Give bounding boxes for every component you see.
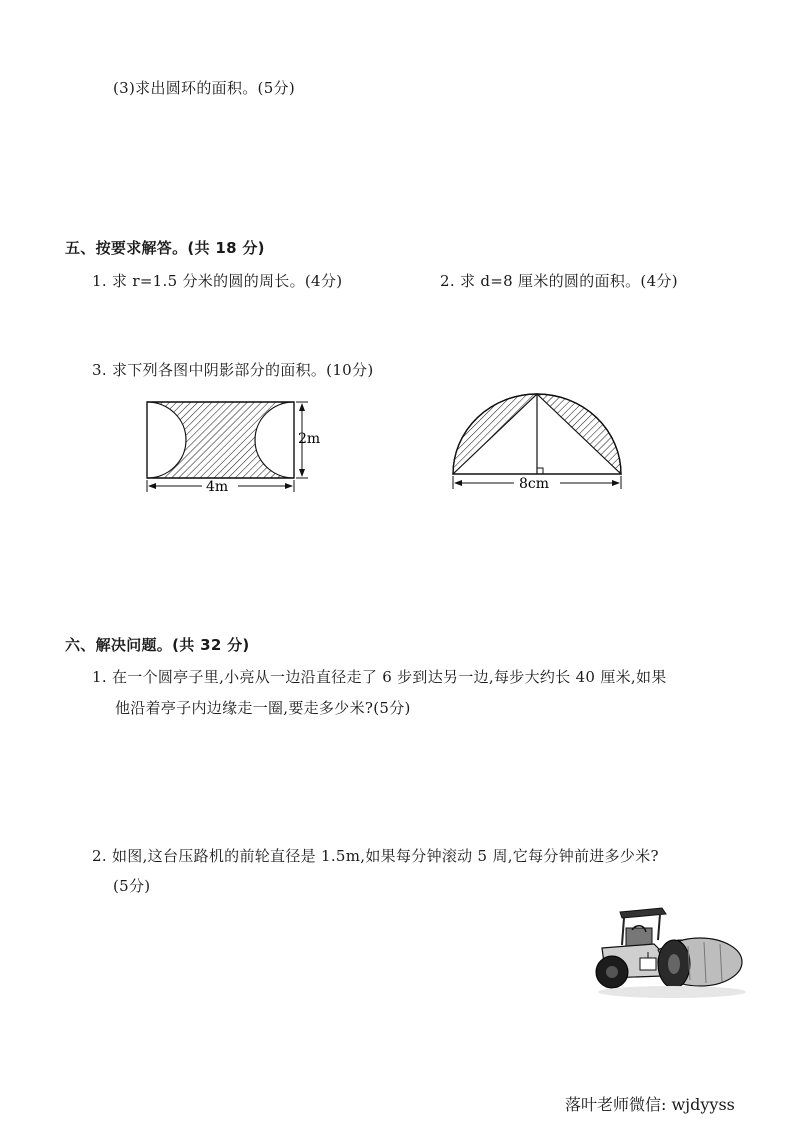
width-label: 4m <box>206 479 229 495</box>
height-label: 2m <box>298 431 321 447</box>
footer-watermark: 落叶老师微信: wjdyyss <box>565 1095 735 1114</box>
section-6-title: 六、解决问题。(共 32 分) <box>65 636 250 654</box>
section-5-question-2: 2. 求 d=8 厘米的圆的面积。(4分) <box>440 272 678 290</box>
section-6-question-1-line-2: 他沿着亭子内边缘走一圈,要走多少米?(5分) <box>115 699 411 717</box>
shaded-segment-left <box>453 394 537 474</box>
figure-semicircle-triangle <box>448 388 633 493</box>
section-5-question-3: 3. 求下列各图中阴影部分的面积。(10分) <box>92 361 374 379</box>
section-5-title: 五、按要求解答。(共 18 分) <box>65 239 265 257</box>
figure-rectangle-semicircles <box>140 396 340 496</box>
question-3-ring-area: (3)求出圆环的面积。(5分) <box>113 79 295 97</box>
shaded-region <box>147 402 294 478</box>
section-5-question-1: 1. 求 r=1.5 分米的圆的周长。(4分) <box>92 272 343 290</box>
section-6-question-2-line-1: 2. 如图,这台压路机的前轮直径是 1.5m,如果每分钟滚动 5 周,它每分钟前进多少米? <box>92 847 659 865</box>
right-angle-mark <box>537 468 543 474</box>
road-roller-image <box>592 900 752 1005</box>
section-6-question-2-line-2: (5分) <box>113 877 151 895</box>
width-label: 8cm <box>519 476 550 492</box>
section-6-question-1-line-1: 1. 在一个圆亭子里,小亮从一边沿直径走了 6 步到达另一边,每步大约长 40 厘米,如果 <box>92 668 667 686</box>
shaded-segment-right <box>537 394 621 474</box>
